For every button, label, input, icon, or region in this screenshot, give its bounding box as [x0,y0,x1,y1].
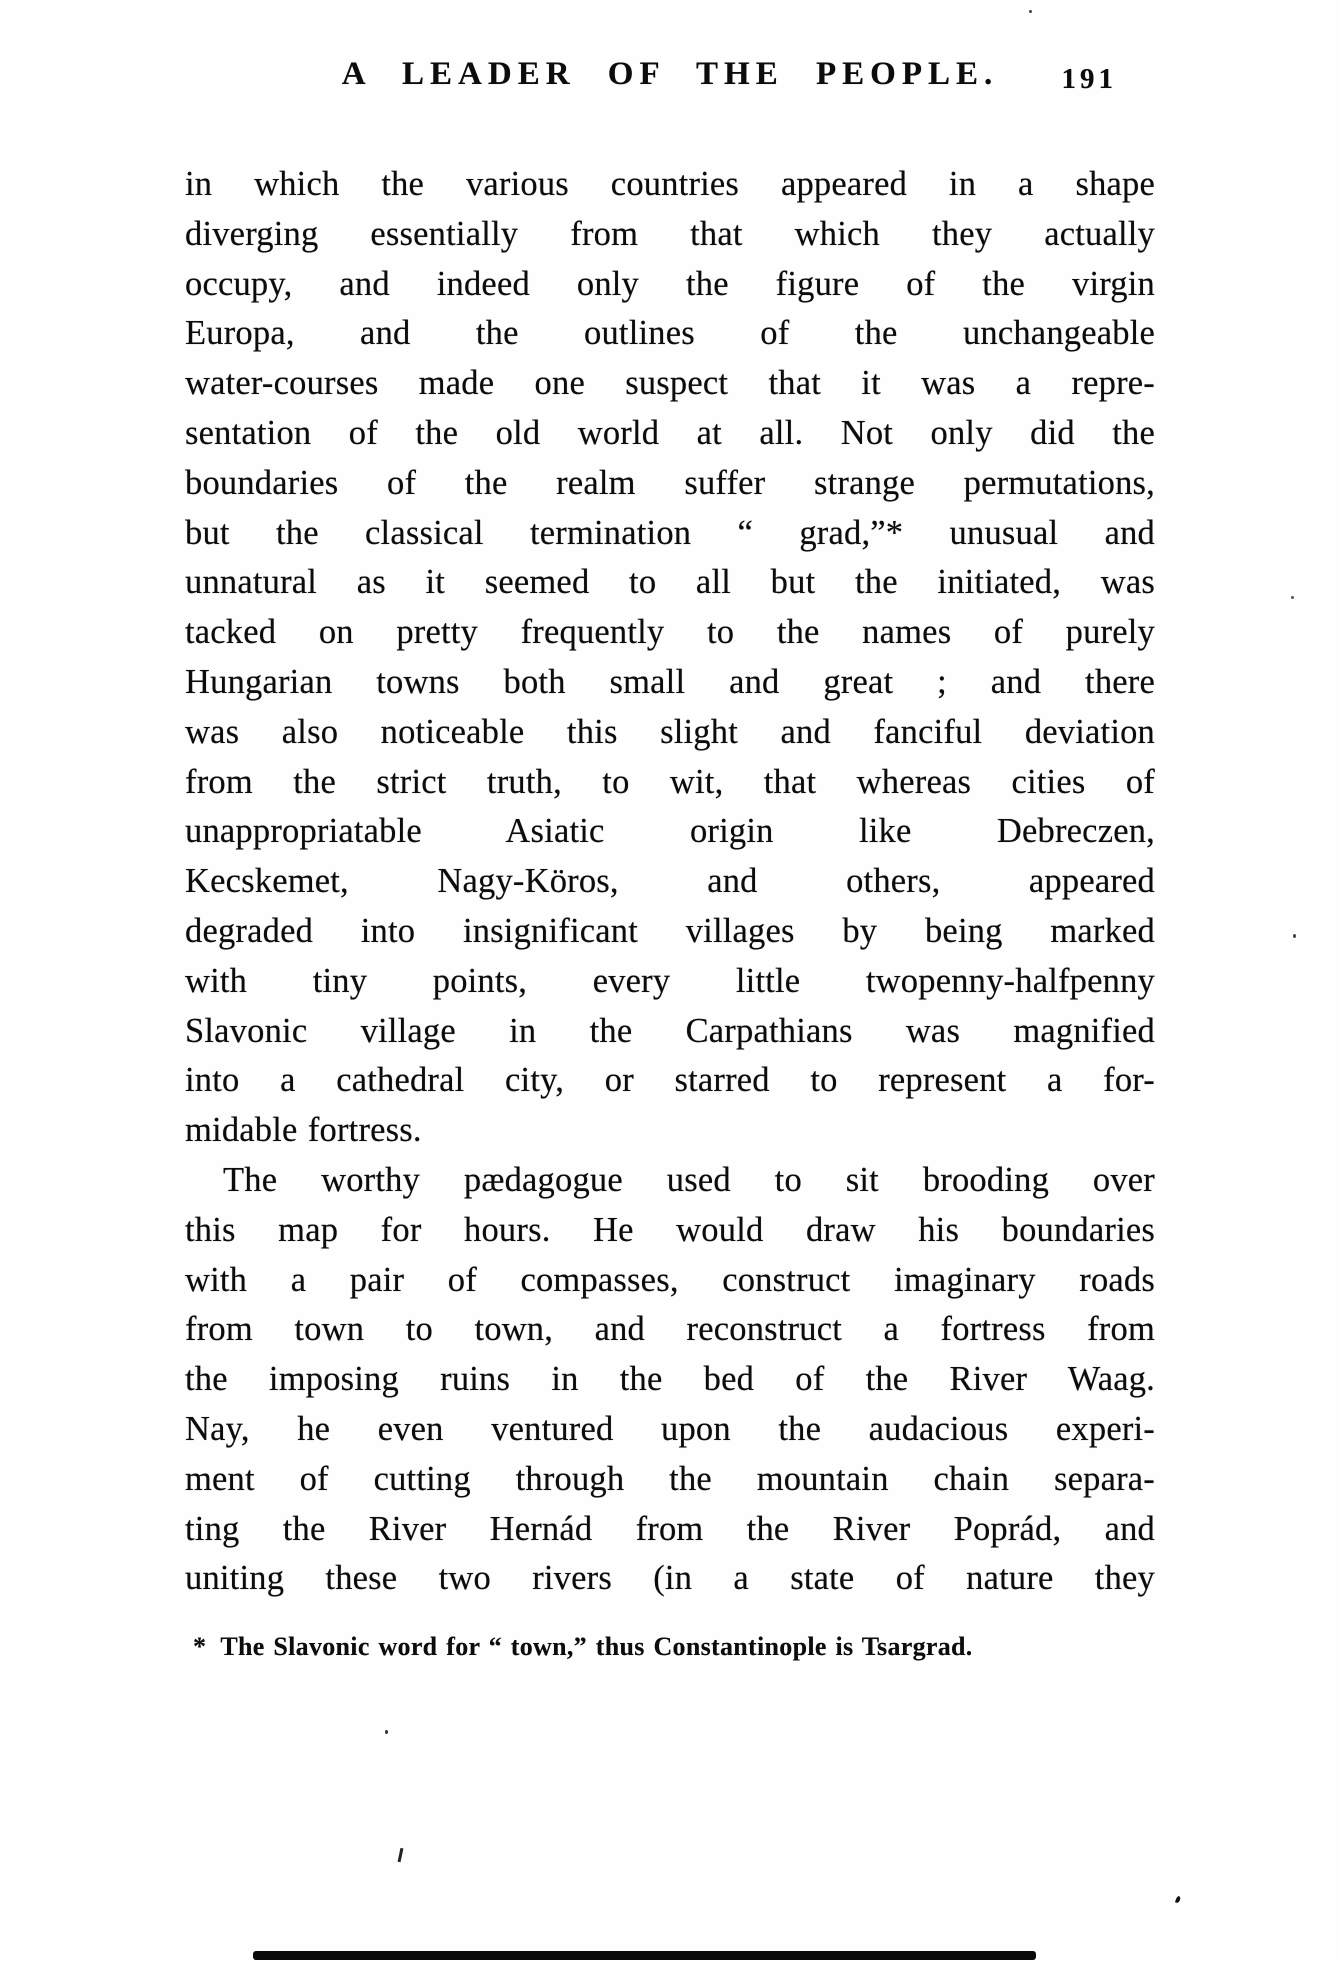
footnote [193,1632,1138,1662]
text-line: midable fortress. [185,1111,422,1150]
scan-speck [1293,934,1296,938]
text-line: unnatural as it seemed to all but the initiated, was [185,563,1155,602]
text-line: with a pair of compasses, construct imaginary roads [185,1260,1155,1299]
text-line: but the classical termination “ grad,”* unusual and [185,513,1155,552]
text-line: diverging essentially from that which they actually [185,214,1155,253]
scan-stray-mark [398,1848,403,1862]
text-line: from town to town, and reconstruct a fortress from [185,1310,1155,1349]
text-line: boundaries of the realm suffer strange permutations, [185,463,1155,502]
text-line: Kecskemet, Nagy-Köros, and others, appeared [185,862,1155,901]
body-text [185,160,1155,1604]
scan-speck [385,1730,388,1734]
text-line: unappropriatable Asiatic origin like Debreczen, [185,812,1155,851]
text-line: ment of cutting through the mountain chain separa- [185,1459,1155,1498]
text-line: Hungarian towns both small and great ; and there [185,662,1155,701]
text-line: in which the various countries appeared in a shape [185,165,1155,203]
running-header [185,56,1155,106]
page-title: A LEADER OF THE PEOPLE. [341,56,999,92]
text-line: degraded into insignificant villages by being marked [185,911,1155,950]
footnote-text: The Slavonic word for “ town,” thus Constantinople is Tsargrad. [220,1632,973,1661]
scan-stray-mark [1175,1896,1181,1904]
scan-speck [1291,596,1294,599]
text-line: Nay, he even ventured upon the audacious experi- [185,1409,1155,1448]
text-line: water-courses made one suspect that it was a repre- [185,364,1155,403]
scan-speck [1029,10,1032,13]
text-line: Europa, and the outlines of the unchangeable [185,314,1155,353]
paragraph [185,160,1155,1156]
text-line: into a cathedral city, or starred to represent a for- [185,1061,1155,1100]
text-line: the imposing ruins in the bed of the River Waag. [185,1360,1155,1399]
text-line: sentation of the old world at all. Not only did the [185,413,1155,452]
text-line: this map for hours. He would draw his boundaries [185,1210,1155,1249]
text-line: was also noticeable this slight and fanciful deviation [185,712,1155,751]
text-line: Slavonic village in the Carpathians was magnified [185,1011,1155,1050]
paragraph [185,1156,1155,1604]
scan-edge-artifact [253,1951,1036,1960]
page-number: 191 [1061,63,1117,95]
footnote-marker: * [193,1632,207,1661]
text-line: The worthy pædagogue used to sit brooding over [223,1160,1155,1199]
text-line: with tiny points, every little twopenny-halfpenny [185,961,1155,1000]
text-line: uniting these two rivers (in a state of nature they [185,1559,1155,1598]
text-line: from the strict truth, to wit, that whereas cities of [185,762,1155,801]
text-line: occupy, and indeed only the figure of the virgin [185,264,1155,303]
text-line: ting the River Hernád from the River Poprád, and [185,1509,1155,1548]
text-line: tacked on pretty frequently to the names of purely [185,613,1155,652]
